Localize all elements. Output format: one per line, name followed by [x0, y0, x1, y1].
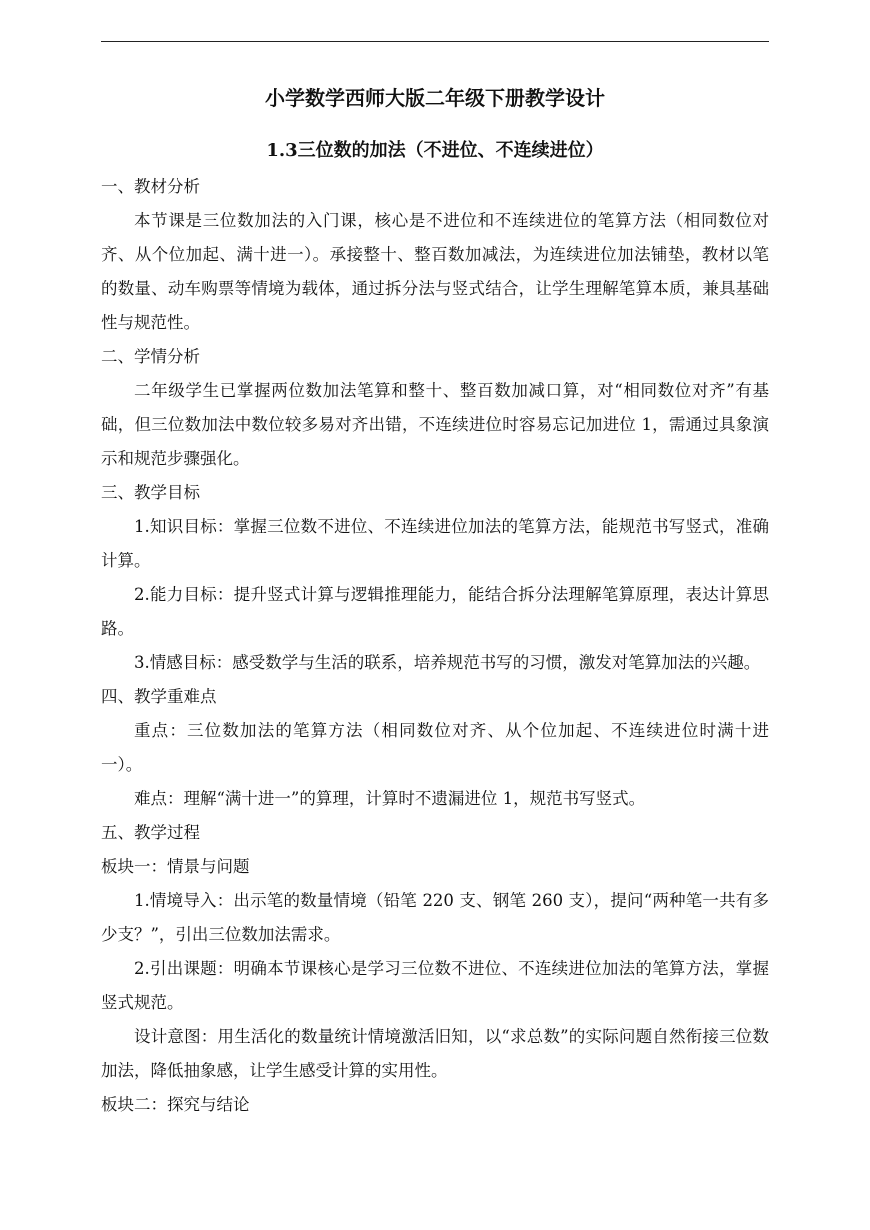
header-rule — [101, 41, 769, 42]
section-heading-goals: 三、教学目标 — [101, 483, 200, 502]
document-subtitle: 1.3三位数的加法（不进位、不连续进位） — [266, 140, 604, 161]
section-heading-process: 五、教学过程 — [101, 823, 200, 842]
paragraph-goal-ability: 2.能力目标：提升竖式计算与逻辑推理能力，能结合拆分法理解笔算原理，表达计算思路。 — [101, 585, 769, 638]
paragraph-student-analysis: 二年级学生已掌握两位数加法笔算和整十、整百数加减口算，对“相同数位对齐”有基础，但三位数加法中数位较多易对齐出错，不连续进位时容易忘记加进位 1，需通过具象演示和规范步骤强化。 — [101, 381, 769, 468]
section-heading-material: 一、教材分析 — [101, 177, 200, 196]
paragraph-material-analysis: 本节课是三位数加法的入门课，核心是不进位和不连续进位的笔算方法（相同数位对齐、从个位加起、满十进一）。承接整十、整百数加减法，为连续进位加法铺垫，教材以笔的数量、动车购票等情境为载体，通过拆分法与竖式结合，让学生理解笔算本质，兼具基础性与规范性。 — [101, 211, 769, 332]
block-heading-explore: 板块二：探究与结论 — [101, 1095, 250, 1114]
paragraph-difficult-point: 难点：理解“满十进一”的算理，计算时不遗漏进位 1，规范书写竖式。 — [134, 789, 646, 808]
paragraph-design-intent: 设计意图：用生活化的数量统计情境激活旧知，以“求总数”的实际问题自然衔接三位数加法，降低抽象感，让学生感受计算的实用性。 — [101, 1027, 769, 1080]
paragraph-goal-emotion: 3.情感目标：感受数学与生活的联系，培养规范书写的习惯，激发对笔算加法的兴趣。 — [134, 653, 761, 672]
paragraph-situation-intro: 1.情境导入：出示笔的数量情境（铅笔 220 支、钢笔 260 支），提问“两种笔一共有多少支？”，引出三位数加法需求。 — [101, 891, 769, 944]
paragraph-goal-knowledge: 1.知识目标：掌握三位数不进位、不连续进位加法的笔算方法，能规范书写竖式，准确计算。 — [101, 517, 769, 570]
paragraph-topic-intro: 2.引出课题：明确本节课核心是学习三位数不进位、不连续进位加法的笔算方法，掌握竖式规范。 — [101, 959, 769, 1012]
section-heading-student: 二、学情分析 — [101, 347, 200, 366]
paragraph-key-point: 重点：三位数加法的笔算方法（相同数位对齐、从个位加起、不连续进位时满十进一）。 — [101, 721, 769, 774]
block-heading-situation: 板块一：情景与问题 — [101, 857, 250, 876]
section-heading-key-points: 四、教学重难点 — [101, 687, 217, 706]
document-body — [101, 86, 769, 1122]
document-title: 小学数学西师大版二年级下册教学设计 — [265, 86, 605, 110]
